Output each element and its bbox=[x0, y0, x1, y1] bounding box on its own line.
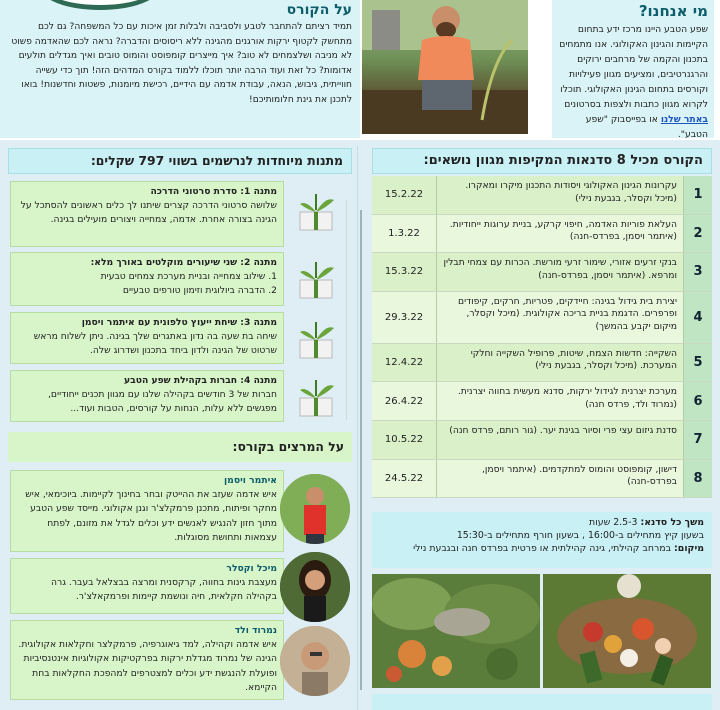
duration-line bbox=[380, 516, 704, 529]
course-row bbox=[372, 421, 712, 460]
row-description: סדנת גיזום עצי פרי וסיור בגינת יער. (גור רותם, פרדס חנה) bbox=[436, 421, 684, 459]
website-link[interactable]: באתר שלנו bbox=[660, 114, 708, 125]
divider bbox=[360, 210, 362, 690]
row-description: מערכת יצרנית לגידול ירקות, סדנא מעשית בחווה יצרנית. (נמרוד ולד, פרדס חנה) bbox=[436, 382, 684, 420]
row-number: 4 bbox=[684, 292, 712, 343]
teacher-bio: איש אדמה וקהילה, למד גיאוגרפיה, פרמקלצר וחקלאות אקולוגית. הגינה של נמרוד מגדלת ירקות בפרקטיקות אקולוגיות אינטנסיביות ופועלת להנגשת ידע וכלים למצטרפים למהפכת החקלאות בחת הקיימא. bbox=[18, 639, 277, 693]
divider bbox=[346, 200, 347, 420]
course-row bbox=[372, 382, 712, 421]
row-date: 26.4.22 bbox=[372, 382, 436, 420]
row-date: 10.5.22 bbox=[372, 421, 436, 459]
row-number: 1 bbox=[684, 176, 712, 214]
gift-text: שיחה בת שעה בה נדון באתגרים שלך בגינה. ניתן לשלוח מראש שרטוט של הגינה ולדון ביחד בתכנון ושדרוג שלה. bbox=[33, 331, 277, 357]
row-description: יצירת בית גידול בגינה: חיידקים, פטריות, חרקים, קיפודים ופרפרים. הדגמת בניית בריכה אקולוגית. (מיכל וקסלר, מיקום יקבע בהמשך) bbox=[436, 292, 684, 343]
row-date: 29.3.22 bbox=[372, 292, 436, 343]
duration-label: משך כל סדנא: bbox=[640, 517, 704, 528]
teacher-card-1 bbox=[10, 470, 284, 552]
location-label: מיקום: bbox=[674, 543, 704, 554]
location-line bbox=[380, 542, 704, 555]
gift-text: 1. שילוב צמחייה ובניית מערכת צמחים טבעית 2. הדברה ביולוגית וזימון טורפים טבעיים bbox=[100, 271, 277, 297]
course-logistics bbox=[372, 512, 712, 568]
teacher-name: מיכל וקסלר bbox=[226, 563, 277, 574]
course-row bbox=[372, 292, 712, 344]
about-text: תמיד רציתם להתחבר לטבע ולסביבה ולבלות זמן איכות עם כל המשפחה? גם לכם מתחשק לקטוף ירקות אורגנים מהגינה ללא ריסוסים והדברה? נראה לכם שהאדמה פשוט לא מניבה ושלצמחים לא טוב? איך מייצרים קומפוסט והומוס טובים ואיך מגדלים תולעים אדומות? כל זאת ועוד הרבה יותר תוכלו ללמוד בקורס המדהים הזה! תוך כדי עשייה חווייתית, גיבוש, הנאה, עבודת אדמה עם הידיים, רכישת מיומנות, פשטות וחדשנות! בואו לתכנן את גינת חלומותיכם! bbox=[11, 22, 352, 105]
gift-card-1 bbox=[10, 181, 284, 247]
row-number: 2 bbox=[684, 215, 712, 253]
row-date: 24.5.22 bbox=[372, 460, 436, 498]
who-text-body: שפע הטבע היינו מרכז ידע בתחום הקיימות והגינון האקולוגי. אנו מתמחים בתכנון והקמה של מרחבים ירוקים והרגנרטיבים, ומציעים מגוון פעילויות וקורסים בתחום הגינון האקולוגי. תוכלו לקרוא מגוון כתבות ולצפות בסרטונים bbox=[559, 24, 708, 110]
gift-card-4 bbox=[10, 370, 284, 422]
gift-title: מתנה 3: שיחת ייעוץ טלפונית עם איתמר ויסמן bbox=[81, 317, 277, 328]
row-date: 15.3.22 bbox=[372, 253, 436, 291]
row-description: העלאת פוריות האדמה, חיפוי קרקע, בניית ערוגות ייחודיות. (איתמר ויסמן, בפרדס-חנה) bbox=[436, 215, 684, 253]
location-value: במרחב קהילתי, גינה קהילתית או פרטית בפרדס חנה ובגבעת נילי bbox=[413, 543, 675, 554]
schedule-line: בשעון קיץ מתחילים ב-16:00 , בשעון חורף מתחילים ב-15:30 bbox=[456, 530, 704, 541]
vegetable-harvest-photo bbox=[543, 574, 711, 688]
row-number: 5 bbox=[684, 344, 712, 382]
row-number: 7 bbox=[684, 421, 712, 459]
course-row bbox=[372, 344, 712, 383]
gift-card-3 bbox=[10, 312, 284, 364]
gift-title: מתנה 2: שני שיעורים מוקלטים באורך מלא: bbox=[90, 257, 277, 268]
teacher-card-3 bbox=[10, 620, 284, 700]
course-row bbox=[372, 176, 712, 215]
course-row bbox=[372, 215, 712, 254]
teacher-avatar bbox=[280, 552, 350, 622]
teacher-name: איתמר ויסמן bbox=[224, 475, 277, 486]
who-text-end: או בפייסבוק "שפע הטבע". bbox=[585, 114, 708, 140]
gift-card-2 bbox=[10, 252, 284, 306]
row-date: 12.4.22 bbox=[372, 344, 436, 382]
row-description: דישון, קומפוסט והומוס למתקדמים. (איתמר ויסמן, בפרדס-חנה) bbox=[436, 460, 684, 498]
gift-text: שלושה סרטוני הדרכה קצרים שיתנו לך כלים ראשונים להסתכל על הגינה בצורה אחרת. אדמה, צמחייה ויצורים מועילים בגינה. bbox=[20, 200, 277, 226]
course-row bbox=[372, 460, 712, 499]
bottom-band bbox=[372, 694, 712, 710]
about-course-box bbox=[0, 0, 360, 138]
row-description: עקרונות הגינון האקולוגי ויסודות התכנון מיקרו ומאקרו. (מיכל וקסלר, בגבעת נילי) bbox=[436, 176, 684, 214]
about-title: על הקורס bbox=[286, 2, 352, 18]
row-date: 15.2.22 bbox=[372, 176, 436, 214]
row-description: בנקי זרעים אזורי, שימור זרעי מורשת. הכרות עם צמחי תבלין ומרפא. (איתמר ויסמן, בפרדס-חנה) bbox=[436, 253, 684, 291]
row-date: 1.3.22 bbox=[372, 215, 436, 253]
garden-beds-photo bbox=[372, 574, 540, 688]
gift-box-plant-icon bbox=[292, 186, 340, 234]
gifts-header: מתנות מיוחדות לנרשמים בשווי 797 שקלים: bbox=[8, 148, 352, 174]
duration-value: 2.5-3 שעות bbox=[589, 517, 641, 528]
teacher-card-2 bbox=[10, 558, 284, 614]
course-header: הקורס מכיל 8 סדנאות המקיפות מגוון נושאים: bbox=[372, 148, 712, 174]
gift-title: מתנה 1: סדרת סרטוני הדרכה bbox=[150, 186, 277, 197]
instructor-gardening-photo bbox=[362, 0, 528, 134]
who-text bbox=[558, 22, 708, 142]
row-number: 8 bbox=[684, 460, 712, 498]
teachers-header: על המרצים בקורס: bbox=[8, 432, 352, 462]
course-row bbox=[372, 253, 712, 292]
course-table bbox=[372, 176, 712, 498]
row-description: השקייה: חדשות הצמח, שיטות, פרופיל השקייה וחלקי המערכת. (מיכל וקסלר, בגבעת נילי) bbox=[436, 344, 684, 382]
teacher-name: נמרוד ולד bbox=[234, 625, 277, 636]
gift-box-plant-icon bbox=[292, 372, 340, 420]
gift-text: חברות של 3 חודשים בקהילה שלנו עם מגוון תכנים ייחודיים, מפגשים ללא עלות, הנחות על קורסים, הטבות ועוד... bbox=[48, 389, 277, 415]
row-number: 6 bbox=[684, 382, 712, 420]
gift-title: מתנה 4: חברות בקהילת שפע הטבע bbox=[124, 375, 277, 386]
row-number: 3 bbox=[684, 253, 712, 291]
who-title: מי אנחנו? bbox=[638, 2, 708, 20]
who-are-we-box bbox=[552, 0, 714, 138]
gift-box-plant-icon bbox=[292, 314, 340, 362]
teacher-bio: מעצבת גינות בחווה, קרקסנית ומרצה בבצלאל בעבר. גרה בקהילה חקלאית, חיה ונושמת קיימות ופרמקאלצ'ר. bbox=[51, 577, 277, 603]
teacher-avatar bbox=[280, 626, 350, 696]
gift-box-plant-icon bbox=[292, 254, 340, 302]
teacher-avatar bbox=[280, 474, 350, 544]
teacher-bio: איש אדמה שעזב את ההייטק ובחר בחינוך לקיימות. ביוכימאי, איש מחקר ופיתוח, מתכנן פרמקלצ'ר וגנן אקולוגי. מייסד שפע הטבע מתוך חזון להנגיש לאנשים ידע וכלים לגדל את מזונם, לפתח עצמאות ותחושת מסוגלות. bbox=[25, 489, 277, 543]
